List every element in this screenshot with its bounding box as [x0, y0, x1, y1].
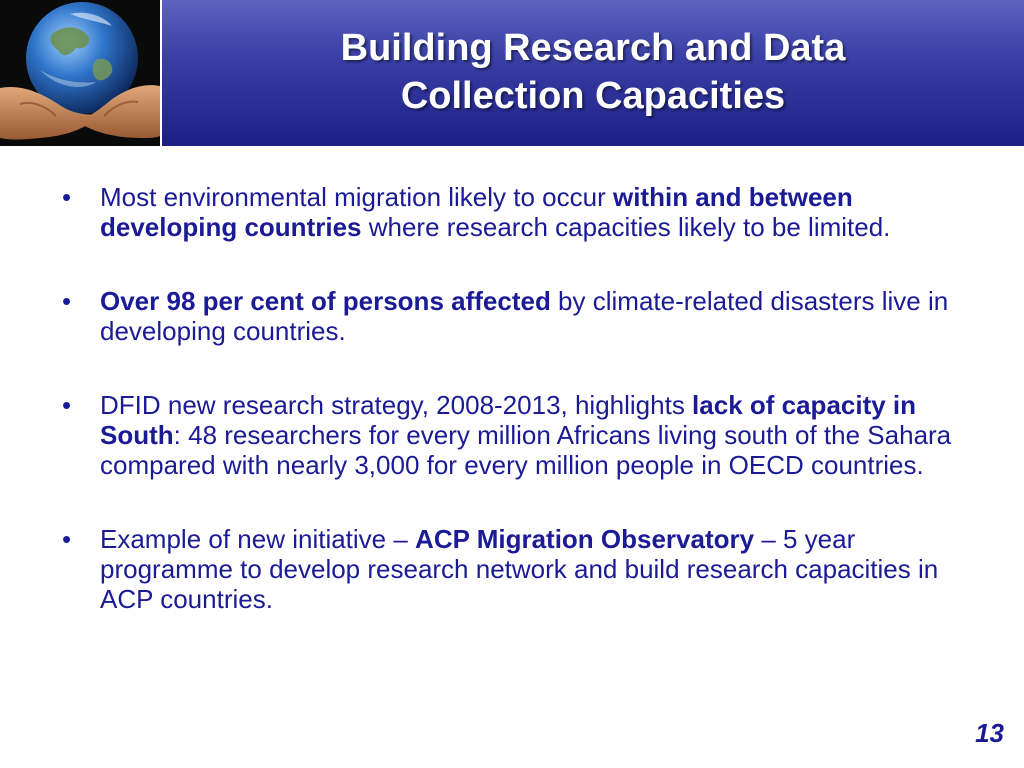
bullet-text: where research capacities likely to be limited.	[361, 212, 891, 242]
bullet-text: Most environmental migration likely to occur	[100, 182, 613, 212]
slide-title-line-2: Collection Capacities	[400, 75, 786, 117]
bullet-item	[62, 390, 962, 480]
bullet-text: DFID new research strategy, 2008-2013, highlights	[100, 390, 693, 420]
bullet-emphasis: Over 98 per cent of persons affected	[100, 286, 551, 316]
bullet-emphasis: within and between developing countries	[100, 182, 853, 242]
bullet-text: : 48 researchers for every million Africans living south of the Sahara compared with nearly 3,000 for every million people in OECD countries.	[100, 420, 952, 480]
slide-header	[0, 0, 1024, 146]
bullet-item	[62, 524, 962, 614]
bullet-marker: •	[62, 182, 72, 212]
slide-title	[162, 24, 1024, 120]
bullet-list	[62, 182, 962, 658]
globe-in-hands-icon	[0, 0, 162, 146]
bullet-item	[62, 182, 962, 242]
bullet-text: Example of new initiative –	[100, 524, 416, 554]
bullet-marker: •	[62, 390, 72, 420]
bullet-item	[62, 286, 962, 346]
bullet-marker: •	[62, 286, 72, 316]
bullet-text: – 5 year programme to develop research network and build research capacities in ACP countries.	[100, 524, 939, 614]
bullet-emphasis: ACP Migration Observatory	[415, 524, 755, 554]
slide-title-line-1: Building Research and Data	[340, 27, 846, 69]
bullet-emphasis: lack of capacity in South	[100, 390, 917, 450]
page-number: 13	[975, 718, 1004, 748]
bullet-text: by climate-related disasters live in developing countries.	[100, 286, 949, 346]
bullet-marker: •	[62, 524, 72, 554]
